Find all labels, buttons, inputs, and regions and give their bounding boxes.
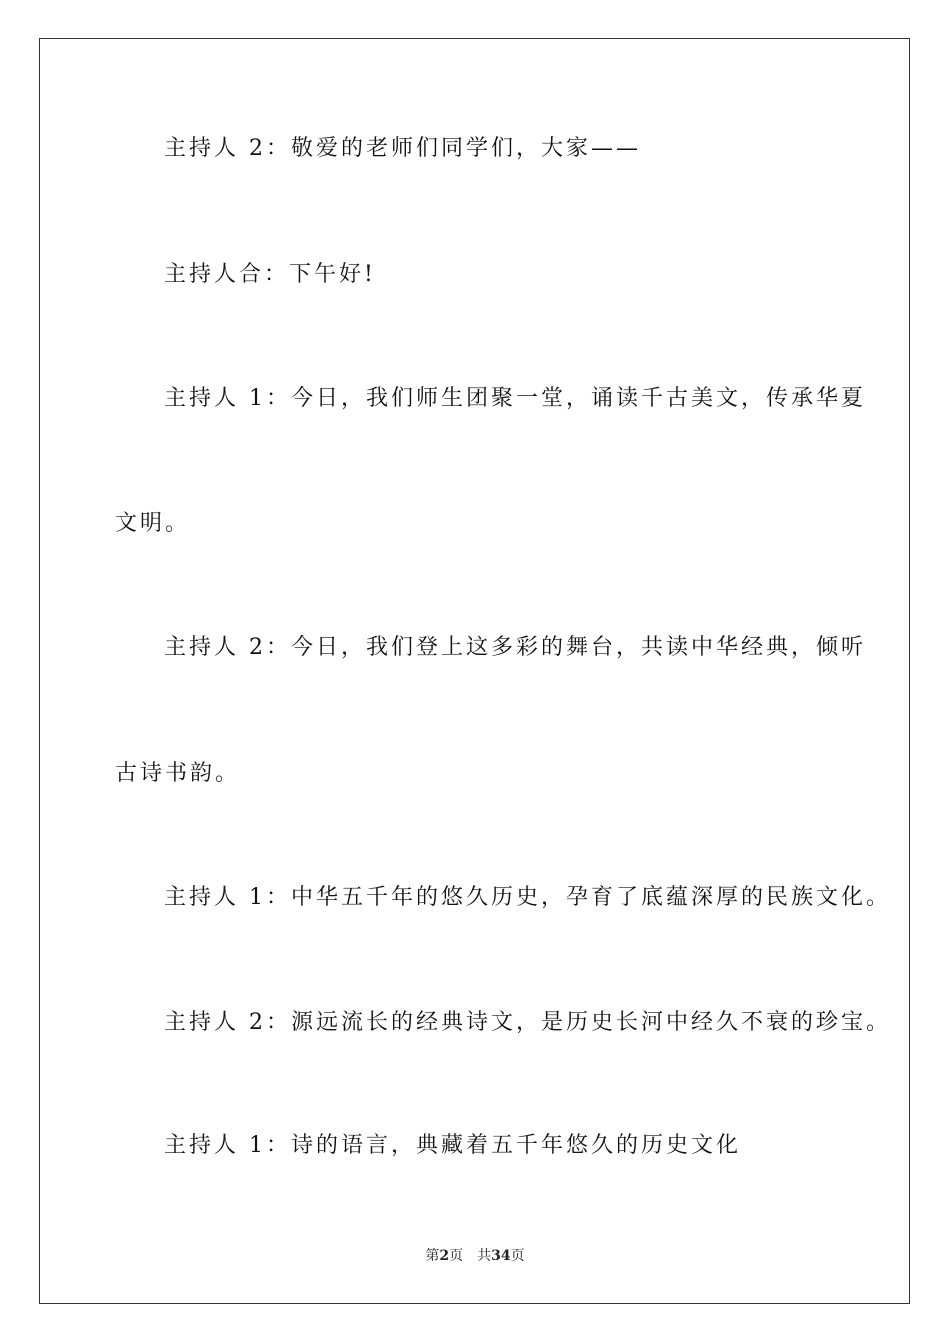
paragraph-line: 文明。 [115,511,191,536]
paragraph-line: 主持人 1：中华五千年的悠久历史，孕育了底蕴深厚的民族文化。 [164,885,891,910]
paragraph-line: 主持人 2：源远流长的经典诗文，是历史长河中经久不衰的珍宝。 [164,1010,891,1035]
paragraph-line: 主持人 1：诗的语言，典藏着五千年悠久的历史文化 [164,1133,741,1158]
paragraph-line: 主持人 1：今日，我们师生团聚一堂，诵读千古美文，传承华夏 [164,386,866,411]
total-page-number: 34 [491,1248,511,1264]
paragraph-line: 主持人 2：敬爱的老师们同学们，大家—— [164,136,641,161]
total-prefix: 共 [477,1248,492,1264]
page-suffix: 页 [449,1248,464,1264]
page-footer [0,1247,950,1265]
page-prefix: 第 [425,1248,440,1264]
page-frame [39,38,910,1304]
current-page-number: 2 [439,1248,450,1264]
paragraph-line: 古诗书韵。 [115,761,241,786]
paragraph-line: 主持人合：下午好! [164,262,376,287]
total-suffix: 页 [510,1248,525,1264]
paragraph-line: 主持人 2：今日，我们登上这多彩的舞台，共读中华经典，倾听 [164,635,866,660]
